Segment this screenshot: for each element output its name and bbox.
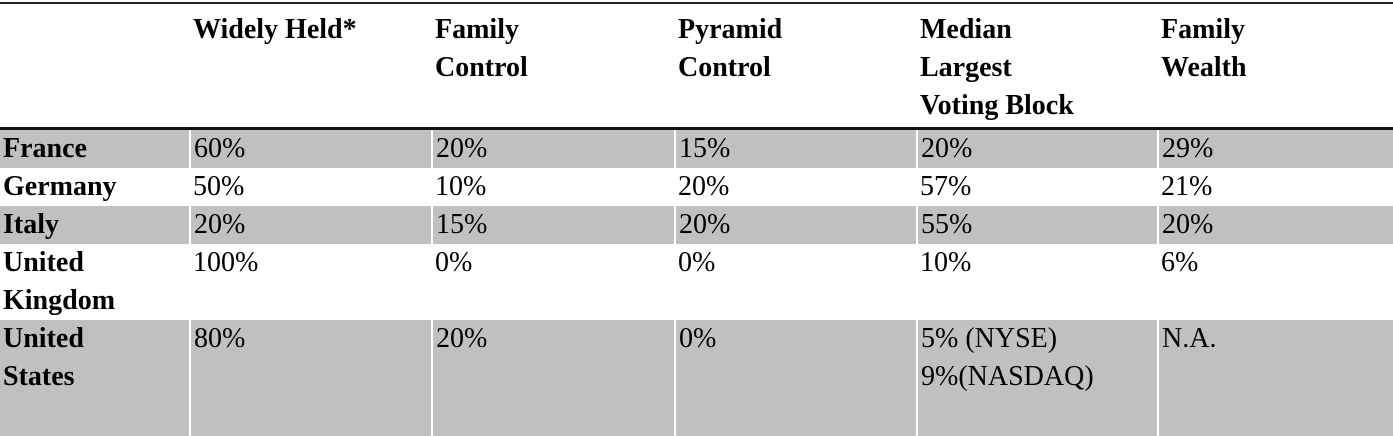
- table-cell: 15%: [432, 206, 675, 244]
- table-cell: 0%: [675, 320, 917, 436]
- row-label: Germany: [3, 171, 117, 202]
- table-cell: 29%: [1158, 129, 1393, 169]
- header-family-wealth: Family Wealth: [1161, 14, 1247, 83]
- header-row: [0, 3, 1393, 129]
- table-cell: 55%: [917, 206, 1158, 244]
- table-row: [0, 129, 1393, 169]
- table-row: [0, 320, 1393, 436]
- table-cell: 20%: [678, 171, 730, 202]
- table-cell: 0%: [678, 247, 716, 278]
- table-row: [0, 168, 1393, 206]
- table-cell: 20%: [432, 129, 675, 169]
- table-cell: 15%: [675, 129, 917, 169]
- row-label: France: [0, 129, 190, 169]
- table-cell: 100%: [193, 247, 259, 278]
- header-corner: [0, 3, 190, 129]
- table-cell: 20%: [190, 206, 432, 244]
- table-cell: 57%: [920, 171, 972, 202]
- table-cell: 20%: [675, 206, 917, 244]
- table-cell: 6%: [1161, 247, 1199, 278]
- table-cell: 20%: [917, 129, 1158, 169]
- table-row: [0, 206, 1393, 244]
- row-label: Italy: [0, 206, 190, 244]
- table-cell: 50%: [193, 171, 245, 202]
- table-cell: 10%: [920, 247, 972, 278]
- header-family-control: Family Control: [435, 14, 528, 83]
- header-pyramid-control: Pyramid Control: [678, 14, 783, 83]
- ownership-table: [0, 2, 1393, 436]
- row-label: United Kingdom: [3, 247, 116, 316]
- table-cell: 20%: [1158, 206, 1393, 244]
- table-cell: 21%: [1161, 171, 1213, 202]
- row-label: United States: [0, 320, 190, 436]
- table-cell: 5% (NYSE) 9%(NASDAQ): [917, 320, 1158, 436]
- header-widely-held: Widely Held*: [193, 14, 357, 45]
- table-cell: 0%: [435, 247, 473, 278]
- table-cell: 60%: [190, 129, 432, 169]
- table-row: [0, 244, 1393, 320]
- table-cell: 80%: [190, 320, 432, 436]
- table-cell: 20%: [432, 320, 675, 436]
- table-cell: 10%: [435, 171, 487, 202]
- table-cell: N.A.: [1158, 320, 1393, 436]
- header-median-largest-voting-block: Median Largest Voting Block: [920, 14, 1074, 121]
